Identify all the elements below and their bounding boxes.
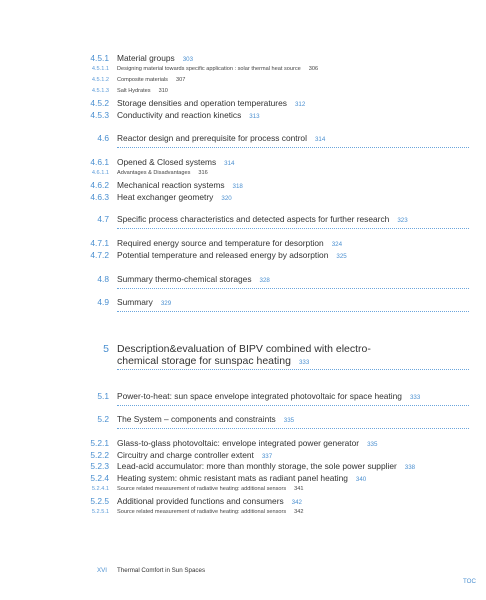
dotted-divider [117,311,469,312]
section-title: Power-to-heat: sun space envelope integrated photovoltaic for space heating 333 [117,391,421,401]
page-number: 341 [294,486,304,492]
section-number: 5.2 [97,414,109,424]
section-title: Storage densities and operation temperatures 312 [117,98,306,108]
section-title: Potential temperature and released energy by adsorption 325 [117,250,347,260]
page-number: 306 [308,66,319,72]
section-title: Advantages & Disadvantages 316 [117,170,208,176]
section-title: Summary 329 [117,297,172,307]
page-number: 314 [224,160,235,167]
page-number: 312 [294,101,306,108]
section-title: The System – components and constraints 335 [117,414,295,424]
section-number: 5.2.5 [90,496,109,506]
section-number: 4.7 [97,214,109,224]
section-number: 5.2.3 [90,461,109,471]
section-number: 4.5.2 [90,98,109,108]
section-title: Salt Hydrates 310 [117,88,168,94]
page-number: 335 [367,441,378,448]
page-number: 325 [336,253,347,260]
chapter-title: Description&evaluation of BIPV combined with electro- chemical storage for sunspac heating 333 [117,343,371,367]
section-title: Mechanical reaction systems 318 [117,180,243,190]
section-number: 4.5.1.1 [91,66,109,72]
dotted-divider [117,369,469,370]
page-number: 333 [409,394,421,401]
section-title: Lead-acid accumulator: more than monthly storage, the sole power supplier 338 [117,461,416,471]
section-number: 4.6.2 [90,180,109,190]
section-number: 4.6 [97,133,109,143]
section-number: 5.1 [97,391,109,401]
section-number: 4.7.1 [90,238,109,248]
section-title: Material groups 303 [117,53,194,63]
section-number: 4.5.1.2 [91,77,109,83]
section-number: 5.2.1 [90,438,109,448]
page-number: 333 [298,359,310,366]
page-number: 310 [158,88,168,94]
page-number: 303 [182,56,194,63]
page-number: 338 [404,464,416,471]
section-title: Opened & Closed systems 314 [117,157,235,167]
dotted-divider [117,405,469,406]
section-title: Heating system: ohmic resistant mats as radiant panel heating 340 [117,473,367,483]
page-number: 324 [331,241,343,248]
section-number: 4.5.1.3 [91,88,109,94]
section-title: Source related measurement of radiative heating: additional sensors 341 [117,486,304,492]
toc-link[interactable]: TOC [463,578,476,585]
chapter-number: 5 [103,343,109,355]
section-number: 4.5.3 [90,110,109,120]
section-title: Circuitry and charge controller extent 337 [117,450,273,460]
section-title: Reactor design and prerequisite for process control 314 [117,133,326,143]
section-number: 4.6.1.1 [91,170,109,176]
section-title: Designing material towards specific application : solar thermal heat source 306 [117,66,319,72]
section-title: Heat exchanger geometry 320 [117,192,232,202]
dotted-divider [117,228,469,229]
dotted-divider [117,288,469,289]
section-number: 4.7.2 [90,250,109,260]
section-number: 4.6.1 [90,157,109,167]
dotted-divider [117,428,469,429]
page-number: 342 [294,509,304,515]
section-number: 4.9 [97,297,109,307]
section-title: Composite materials 307 [117,77,186,83]
page-number: 342 [291,499,302,506]
page-number: 335 [283,417,295,424]
section-number: 5.2.4 [90,473,109,483]
page-number: 307 [175,77,186,83]
section-number: 5.2.5.1 [91,509,109,515]
page-number: 328 [259,277,270,284]
section-title: Required energy source and temperature for desorption 324 [117,238,343,248]
dotted-divider [117,147,469,148]
section-title: Source related measurement of radiative heating: additional sensors 342 [117,509,304,515]
page-number: 320 [221,195,232,202]
section-title: Conductivity and reaction kinetics 313 [117,110,260,120]
section-number: 5.2.4.1 [91,486,109,492]
folio-page-number: XVI [97,567,107,574]
section-number: 5.2.2 [90,450,109,460]
section-title: Specific process characteristics and detected aspects for further research 323 [117,214,408,224]
page-number: 340 [355,476,367,483]
page-number: 318 [232,183,243,190]
section-title: Summary thermo-chemical storages 328 [117,274,270,284]
running-footer-title: Thermal Comfort in Sun Spaces [117,567,206,574]
section-number: 4.8 [97,274,109,284]
page-number: 313 [249,113,260,120]
page-number: 337 [261,453,273,460]
section-number: 4.5.1 [90,53,109,63]
page-number: 323 [397,217,408,224]
section-number: 4.6.3 [90,192,109,202]
page-number: 329 [160,300,172,307]
section-title: Glass-to-glass photovoltaic: envelope integrated power generator 335 [117,438,378,448]
section-title: Additional provided functions and consumers 342 [117,496,302,506]
page-number: 314 [314,136,326,143]
page-number: 316 [198,170,208,176]
